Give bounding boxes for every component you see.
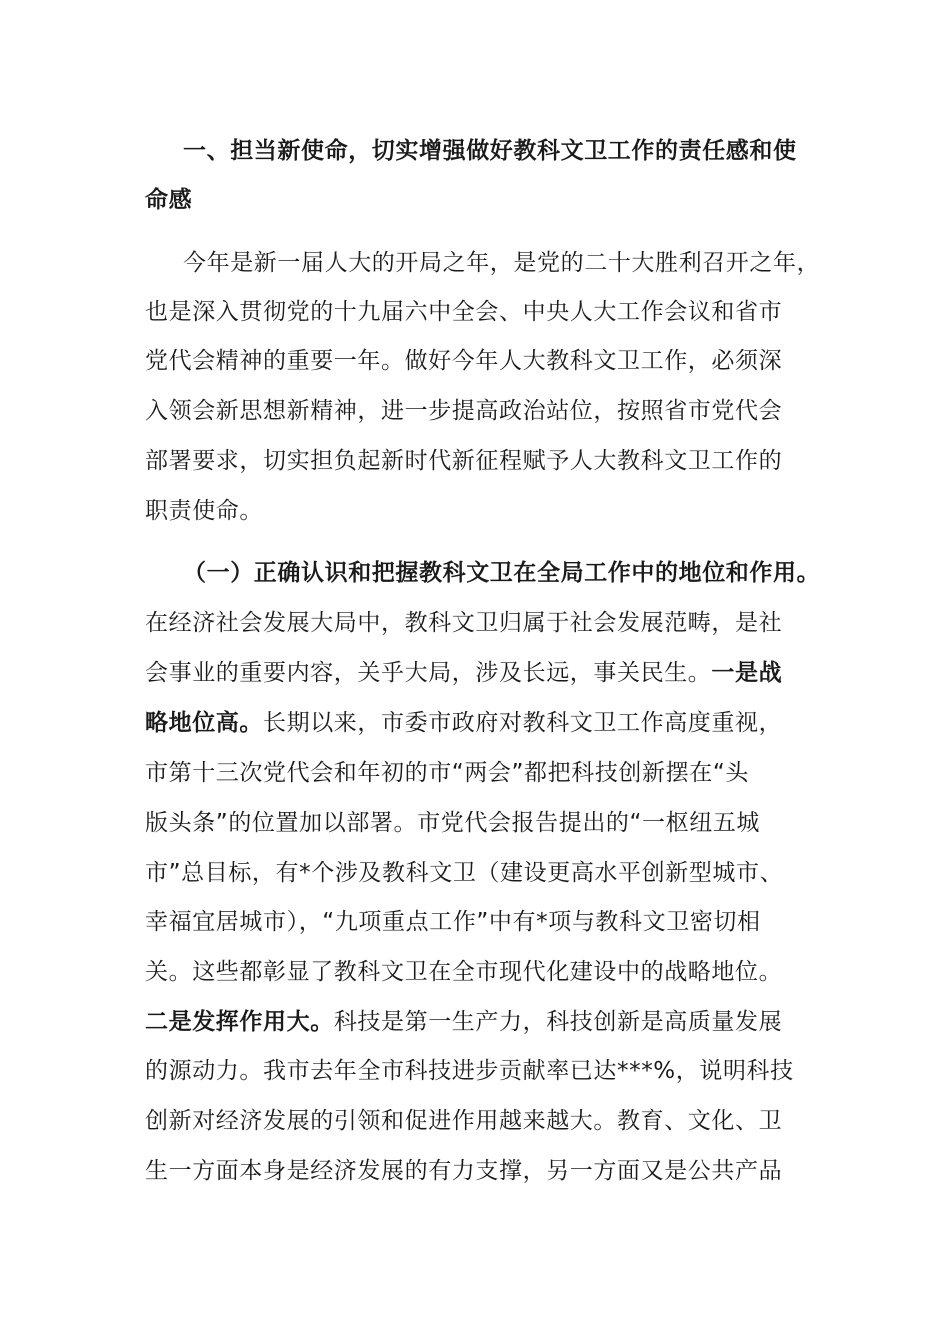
paragraph-1-line: 党代会精神的重要一年。做好今年人大教科文卫工作，必须深 [145,348,783,374]
paragraph-2-text: 会事业的重要内容，关乎大局，涉及长远，事关民生。 [145,660,712,686]
paragraph-1-line: 职责使命。 [145,498,263,524]
point-one-label: 略地位高。 [145,710,263,736]
paragraph-1-line: 今年是新一届人大的开局之年，是党的二十大胜利召开之年， [183,250,821,276]
paragraph-2-line [145,1007,815,1037]
paragraph-2-text: 长期以来，市委市政府对教科文卫工作高度重视， [263,710,783,736]
paragraph-1-line: 入领会新思想新精神，进一步提高政治站位，按照省市党代会 [145,398,783,424]
paragraph-2-line: 生一方面本身是经济发展的有力支撑，另一方面又是公共产品 [145,1158,783,1184]
paragraph-2-line: 创新对经济发展的引领和促进作用越来越大。教育、文化、卫 [145,1108,783,1134]
paragraph-2-line: 幸福宜居城市），“九项重点工作”中有*项与教科文卫密切相 [145,909,761,935]
point-two-label: 二是发挥作用大。 [145,1009,334,1035]
paragraph-2-line: 市第十三次党代会和年初的市“两会”都把科技创新摆在“头 [145,760,749,786]
paragraph-2-line [145,658,815,688]
paragraph-2-line: 关。这些都彰显了教科文卫在全市现代化建设中的战略地位。 [145,959,783,985]
paragraph-1-line: 也是深入贯彻党的十九届六中全会、中央人大工作会议和省市 [145,299,783,325]
subheading: （一）正确认识和把握教科文卫在全局工作中的地位和作用。 [183,560,821,586]
paragraph-2-text: 科技是第一生产力，科技创新是高质量发展 [333,1009,783,1035]
section-heading-line-2: 命感 [145,187,193,213]
paragraph-2-line: 版头条”的位置加以部署。市党代会报告提出的“一枢纽五城 [145,810,761,836]
paragraph-2-line: 市”总目标，有*个涉及教科文卫（建设更高水平创新型城市、 [145,860,784,886]
paragraph-2-line: 的源动力。我市去年全市科技进步贡献率已达***%，说明科技 [145,1058,794,1084]
paragraph-2-line: 在经济社会发展大局中，教科文卫归属于社会发展范畴，是社 [145,610,783,636]
paragraph-1-line: 部署要求，切实担负起新时代新征程赋予人大教科文卫工作的 [145,448,783,474]
section-heading-line-1: 一、担当新使命，切实增强做好教科文卫工作的责任感和使 [183,138,797,164]
point-one-label: 一是战 [711,660,783,686]
paragraph-2-line [145,708,815,738]
